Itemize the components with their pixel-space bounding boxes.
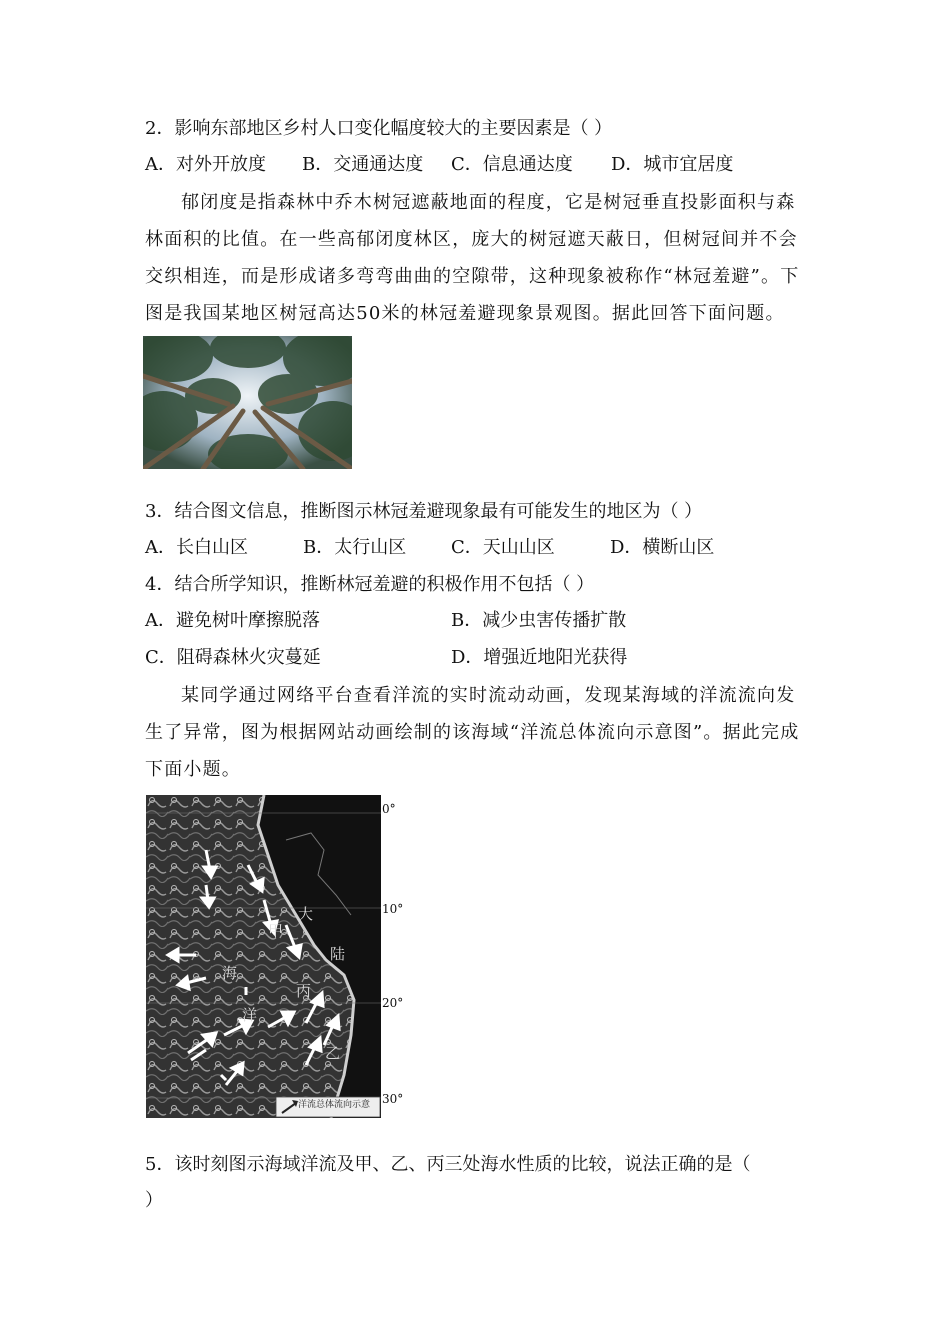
q2-option-b: B．交通通达度 [302,154,424,175]
q4-option-b: B．减少虫害传播扩散 [451,610,627,631]
q4-option-d: D．增强近地阳光获得 [451,647,628,668]
passage-ocean-current: 某同学通过网络平台查看洋流的实时流动动画，发现某海域的洋流流向发生了异常，图为根据网站动画绘制的该海域“洋流总体流向示意图”。据此完成下面小题。 [145,685,800,780]
map-label-yang: 洋 [242,1006,258,1024]
canopy-shyness-photo [143,336,352,469]
q4-stem: 4．结合所学知识，推断林冠羞避的积极作用不包括（ ） [145,574,595,595]
passage-canopy-shyness: 郁闭度是指森林中乔木树冠遮蔽地面的程度，它是树冠垂直投影面积与森林面积的比值。在一些高郁闭度林区，庞大的树冠遮天蔽日，但树冠间并不会交织相连，而是形成诸多弯弯曲曲的空隙带，这种现象被称作“林冠羞避”。下图是我国某地区树冠高达50米的林冠羞避现象景观图。据此回答下面问题。 [145,192,800,324]
q3-option-d: D．横断山区 [610,537,715,558]
q3-option-b: B．太行山区 [303,537,407,558]
q3-option-a: A．长白山区 [145,537,248,558]
q5-stem: 5．该时刻图示海域洋流及甲、乙、丙三处海水性质的比较，说法正确的是（ [145,1154,751,1175]
map-label-hai: 海 [222,964,238,982]
lat-label-10: 10° [382,902,404,916]
lat-label-20: 20° [382,996,404,1010]
map-legend-label: 洋流总体流向示意 [298,1100,371,1110]
map-label-yi: 乙 [325,1044,341,1062]
map-label-bing: 丙 [296,982,312,1000]
lat-label-0: 0° [382,802,396,816]
q2-option-c: C．信息通达度 [451,154,573,175]
q4-option-c: C．阻碍森林火灾蔓延 [145,647,321,668]
q2-stem: 2．影响东部地区乡村人口变化幅度较大的主要因素是（ ） [145,118,613,139]
q3-stem: 3．结合图文信息，推断图示林冠羞避现象最有可能发生的地区为（ ） [145,501,703,522]
q4-option-a: A．避免树叶摩擦脱落 [145,610,320,631]
map-label-jia: 甲 [268,922,284,940]
q2-option-a: A．对外开放度 [145,154,266,175]
q2-option-d: D．城市宜居度 [611,154,734,175]
lat-label-30: 30° [382,1092,404,1106]
q5-stem-cont: ） [145,1190,163,1211]
ocean-current-map [146,795,381,1118]
q3-option-c: C．天山山区 [451,537,555,558]
map-label-lu: 陆 [330,945,346,963]
map-label-da: 大 [298,905,314,923]
